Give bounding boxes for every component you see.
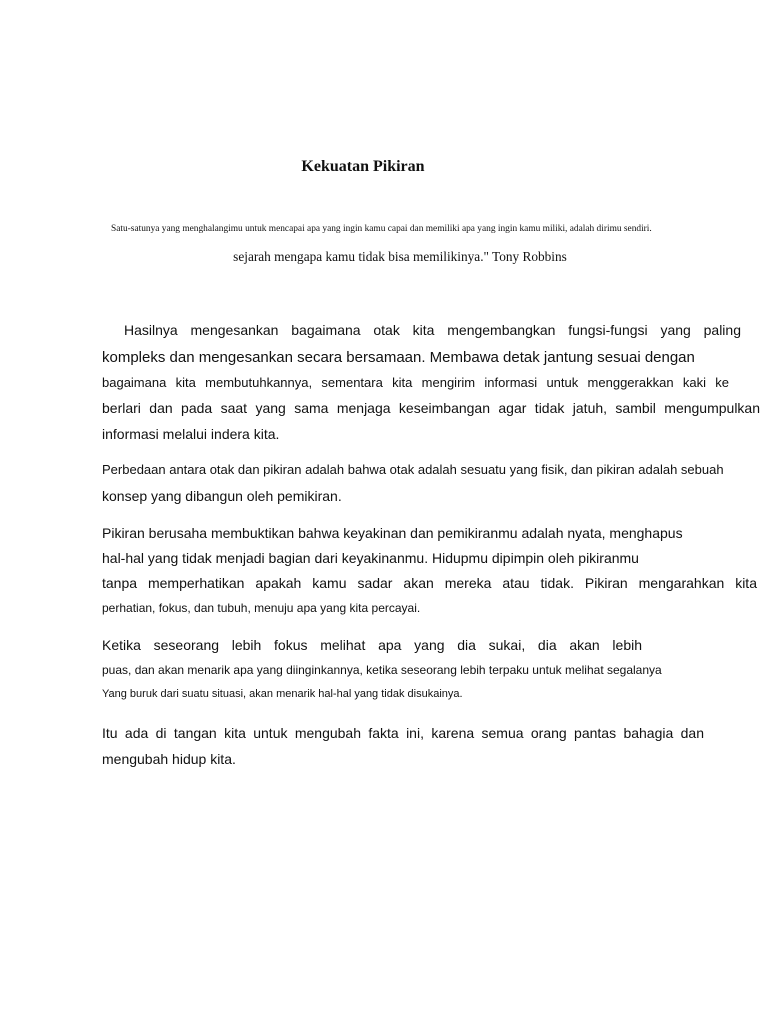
paragraph-line: Itu ada di tangan kita untuk mengubah fakta ini, karena semua orang pantas bahagia dan <box>102 725 704 741</box>
paragraph-line: Ketika seseorang lebih fokus melihat apa yang dia sukai, dia akan lebih <box>102 637 642 653</box>
document-title: Kekuatan Pikiran <box>301 158 425 175</box>
paragraph-line: bagaimana kita membutuhkannya, sementara kita mengirim informasi untuk menggerakkan kaki ke <box>102 375 729 390</box>
paragraph-line: tanpa memperhatikan apakah kamu sadar akan mereka atau tidak. Pikiran mengarahkan kita <box>102 575 757 591</box>
quote-line-1: Satu-satunya yang menghalangimu untuk mencapai apa yang ingin kamu capai dan memiliki apa yang ingin kamu miliki, adalah dirimu sendiri. <box>111 224 652 234</box>
paragraph-line: informasi melalui indera kita. <box>102 426 280 442</box>
paragraph-line: Perbedaan antara otak dan pikiran adalah bahwa otak adalah sesuatu yang fisik, dan pikiran adalah sebuah <box>102 462 724 477</box>
paragraph-line: puas, dan akan menarik apa yang diinginkannya, ketika seseorang lebih terpaku untuk melihat segalanya <box>102 663 662 677</box>
paragraph-line: Hasilnya mengesankan bagaimana otak kita mengembangkan fungsi-fungsi yang paling <box>124 322 741 338</box>
paragraph-line: kompleks dan mengesankan secara bersamaan. Membawa detak jantung sesuai dengan <box>102 349 695 366</box>
paragraph-line: mengubah hidup kita. <box>102 751 236 767</box>
quote-line-2: sejarah mengapa kamu tidak bisa memilikinya." Tony Robbins <box>233 249 567 264</box>
paragraph-line: berlari dan pada saat yang sama menjaga keseimbangan agar tidak jatuh, sambil mengumpulkan <box>102 400 760 416</box>
paragraph-line: konsep yang dibangun oleh pemikiran. <box>102 488 342 504</box>
paragraph-line: Yang buruk dari suatu situasi, akan menarik hal-hal yang tidak disukainya. <box>102 688 463 700</box>
paragraph-line: perhatian, fokus, dan tubuh, menuju apa yang kita percayai. <box>102 601 421 615</box>
paragraph-line: hal-hal yang tidak menjadi bagian dari keyakinanmu. Hidupmu dipimpin oleh pikiranmu <box>102 550 639 566</box>
paragraph-line: Pikiran berusaha membuktikan bahwa keyakinan dan pemikiranmu adalah nyata, menghapus <box>102 525 683 541</box>
